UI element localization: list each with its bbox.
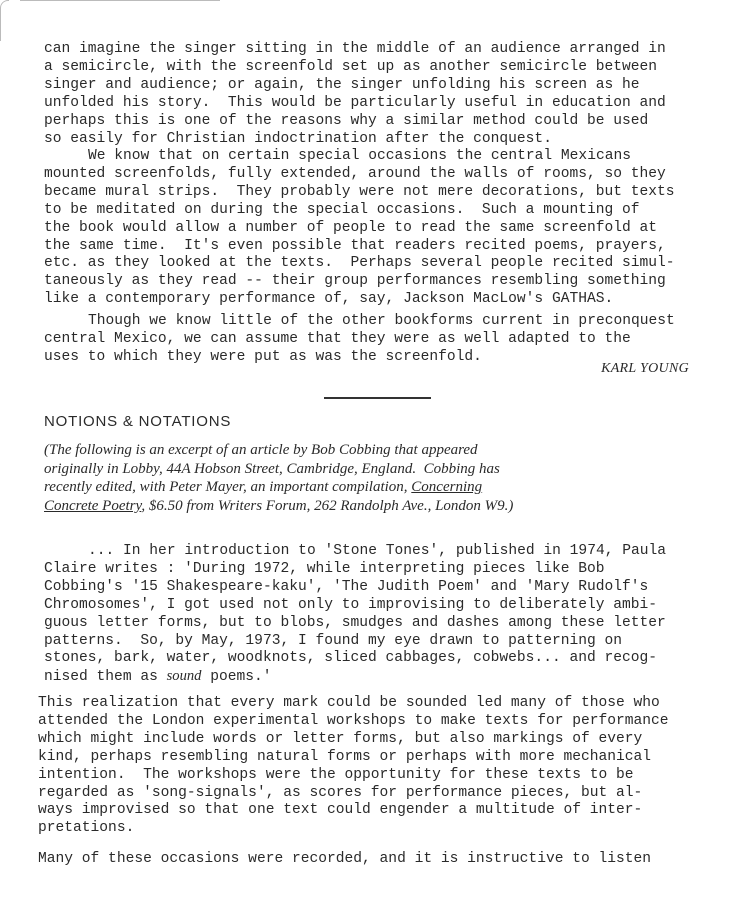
text-line: uses to which they were put as was the screenfold. [44,348,482,365]
text-line [44,668,704,687]
text-line: Claire writes : 'During 1972, while interpreting pieces like Bob [44,560,605,577]
text-line: etc. as they looked at the texts. Perhaps several people recited simul- [44,255,675,272]
intro-text: , $6.50 from Writers Forum, 262 Randolph Ave., London W9.) [141,497,514,514]
text-line: ways improvised so that one text could engender a multitude of inter- [38,802,643,819]
text-line: patterns. So, by May, 1973, I found my eye drawn to patterning on [44,632,623,649]
text-line: ... In her introduction to 'Stone Tones', published in 1974, Paula [88,543,667,559]
text-line: can imagine the singer sitting in the middle of an audience arranged in [44,41,666,57]
text-line: Many of these occasions were recorded, and it is instructive to listen [38,851,652,867]
paragraph-screenfold-audience [44,41,704,148]
text-line: the book would allow a number of people to read the same screenfold at [44,219,658,236]
paragraph-recordings [38,851,698,869]
text-line: which might include words or letter forms, but also markings of every [38,730,643,747]
text-line: a semicircle, with the screenfold set up as another semicircle between [44,58,658,75]
quote-text: nised them as [44,669,167,686]
text-line: perhaps this is one of the reasons why a similar method could be used [44,112,649,129]
intro-text: recently edited, with Peter Mayer, an important compilation, [44,479,412,496]
editorial-intro [44,441,704,515]
section-heading: NOTIONS & NOTATIONS [44,413,232,430]
intro-line: originally in Lobby, 44A Hobson Street, Cambridge, England. Cobbing has [44,460,500,477]
text-line: central Mexico, we can assume that they were as well adapted to the [44,330,631,347]
text-line: intention. The workshops were the opportunity for these texts to be [38,766,634,783]
page-corner-mark [0,0,9,41]
text-line: like a contemporary performance of, say, Jackson MacLow's GATHAS. [44,291,614,308]
book-title-link: Concerning [411,479,483,496]
quote-text: poems.' [201,669,272,686]
text-line: mounted screenfolds, fully extended, around the walls of rooms, so they [44,165,666,182]
text-line: This realization that every mark could be sounded led many of those who [38,695,660,711]
text-line: became mural strips. They probably were not mere decorations, but texts [44,183,675,200]
text-line: to be meditated on during the special occasions. Such a mounting of [44,201,640,218]
text-line: Chromosomes', I got used not only to improvising to deliberately ambi- [44,596,658,613]
text-line: unfolded his story. This would be particularly useful in education and [44,94,666,111]
text-line: singer and audience; or again, the singer unfolding his screen as he [44,76,640,93]
text-line: regarded as 'song-signals', as scores for performance pieces, but al- [38,784,643,801]
text-line: kind, perhaps resembling natural forms or perhaps with more mechanical [38,748,652,765]
paragraph-mural-strips [44,148,704,309]
text-line: Cobbing's '15 Shakespeare-kaku', 'The Judith Poem' and 'Mary Rudolf's [44,578,649,595]
emphasis-sound: sound [166,668,202,685]
text-line: attended the London experimental workshops to make texts for performance [38,712,669,729]
book-title-link: Concrete Poetry [44,497,142,514]
text-line: Though we know little of the other bookforms current in preconquest [88,313,675,329]
text-line: stones, bark, water, woodknots, sliced cabbages, cobwebs... and recog- [44,650,658,667]
intro-line [44,497,704,516]
text-line: so easily for Christian indoctrination after the conquest. [44,130,552,147]
section-divider [324,397,431,399]
paragraph-bookforms [44,313,704,367]
text-line: taneously as they read -- their group performances resembling something [44,273,666,290]
author-signature: KARL YOUNG [601,361,689,376]
paragraph-realization [38,695,698,838]
intro-line: (The following is an excerpt of an article by Bob Cobbing that appeared [44,442,478,458]
intro-line [44,478,704,497]
text-line: pretations. [38,820,135,837]
text-line: guous letter forms, but to blobs, smudges and dashes among these letter [44,614,666,631]
paragraph-quote-paula-claire [44,543,704,687]
page-top-rule [20,0,220,1]
text-line: We know that on certain special occasions the central Mexicans [88,148,631,164]
text-line: the same time. It's even possible that readers recited poems, prayers, [44,237,666,254]
